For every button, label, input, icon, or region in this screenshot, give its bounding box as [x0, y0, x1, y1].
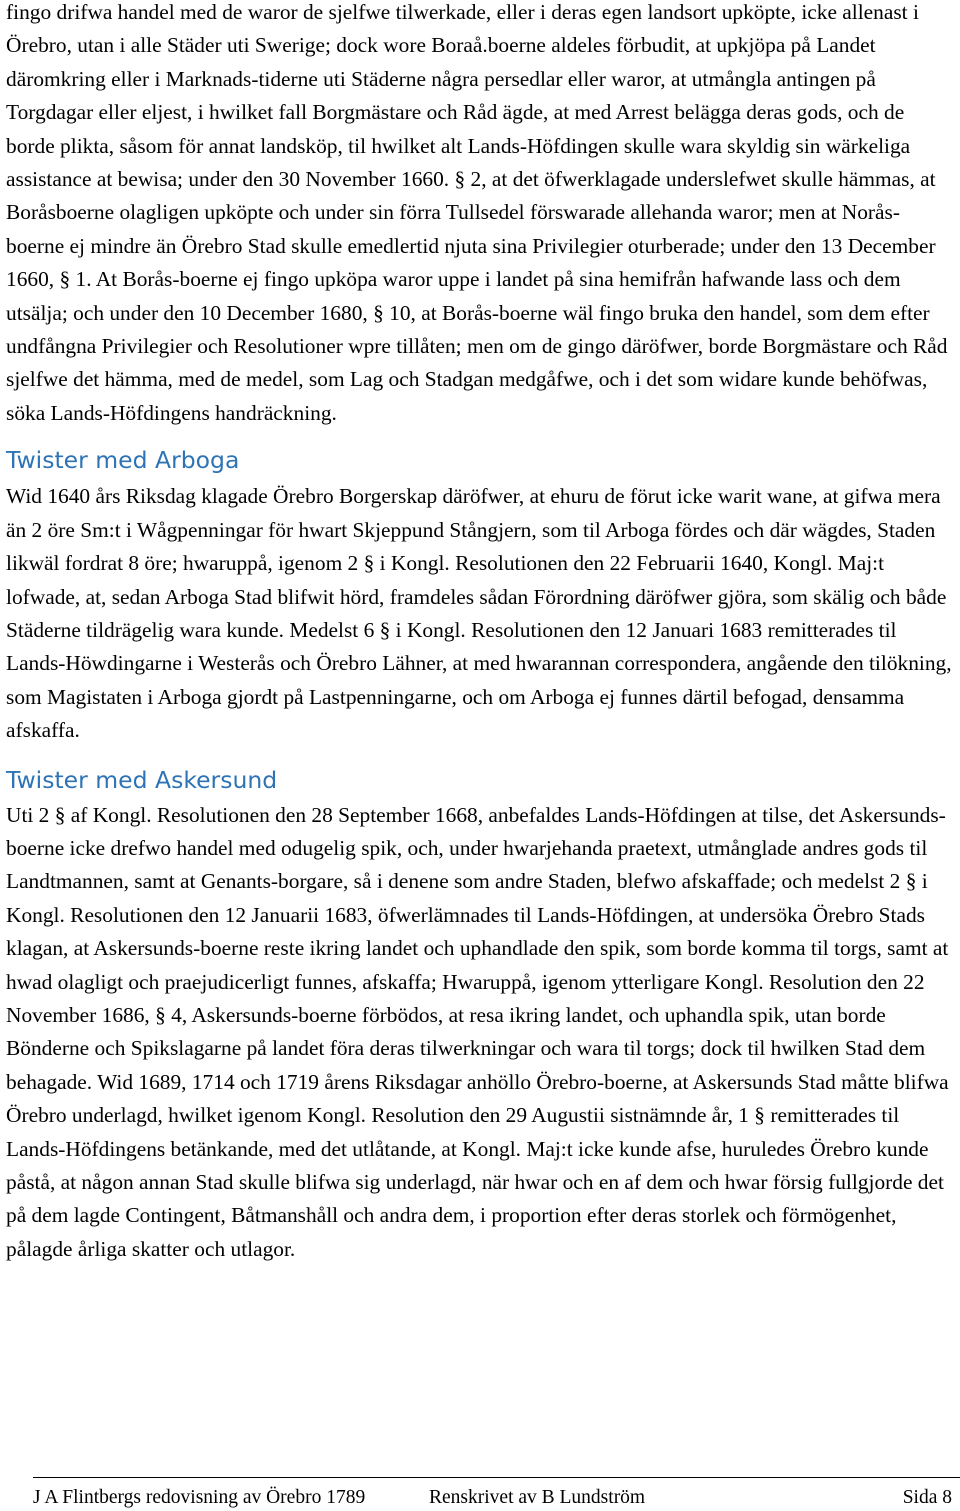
body-paragraph-intro: fingo drifwa handel med de waror de sjelfwe tilwerkade, eller i deras egen landsort upköpte, icke allenast i Örebro, utan i alle Städer uti Swerige; dock wore Boraå.boerne aldeles förbudit, at upkjöpa på Landet däromkring eller i Marknads-tiderne uti Städerne några persedlar eller waror, at utmångla antingen på Torgdagar eller eljest, i hwilket fall Borgmästare och Råd ägde, at med Arrest belägga deras gods, och de borde plikta, såsom för annat landsköp, til hwilket alt Lands-Höfdingen skulle wara skyldig sin wärkeliga assistance at bewisa; under den 30 November 1660. § 2, at det öfwerklagade underslefwet skulle hämmas, at Boråsboerne olagligen upköpte och under sin förra Tullsedel förswarade allehanda waror; men at Norås-boerne ej mindre än Örebro Stad skulle emedlertid njuta sina Privilegier oturberade; under den 13 December 1660, § 1. At Borås-boerne ej fingo upköpa waror uppe i landet på sina hemifrån hafwande lass och dem utsälja; och under den 10 December 1680, § 10, at Borås-boerne wäl fingo bruka den handel, som dem efter undfångna Privilegier och Resolutioner wpre tillåten; men om de gingo däröfwer, borde Borgmästare och Råd sjelfwe det hämma, med de medel, som Lag och Stadgan medgåfwe, och i det som widare kunde behöfwas, söka Lands-Höfdingens handräckning.: [6, 0, 948, 425]
document-page: [6, 0, 956, 1266]
section-heading-arboga: Twister med Arboga: [6, 446, 240, 475]
body-paragraph-askersund: Uti 2 § af Kongl. Resolutionen den 28 September 1668, anbefaldes Lands-Höfdingen at tilse, det Askersunds-boerne icke drefwo handel med odugelig spik, och, under hwarjehanda praetext, utmånglade andres gods til Landtmannen, samt at Genants-borgare, så i denene som andre Staden, blefwo afskaffade; och medelst 2 § i Kongl. Resolutionen den 12 Januarii 1683, öfwerlämnades til Lands-Höfdingen, at undersöka Örebro Stads klagan, at Askersunds-boerne reste ikring landet och uphandlade den spik, som borde komma til torgs, samt at hwad olagligt och praejudicerligt funnes, afskaffa; Hwaruppå, igenom ytterligare Kongl. Resolution den 22 November 1686, § 4, Askersunds-boerne förbödos, at resa ikring landet, och uphandla spik, utan borde Bönderne och Spikslagarne på landet föra deras tilwerkningar och wara til torgs; dock til hwilken Stad dem behagade. Wid 1689, 1714 och 1719 årens Riksdagar anhöllo Örebro-boerne, at Askersunds Stad måtte blifwa Örebro underlagd, hwilket igenom Kongl. Resolution den 29 Augustii sistnämnde år, 1 § remitterades til Lands-Höfdingens betänkande, med det utlåtande, at Kongl. Maj:t icke kunde afse, huruledes Örebro kunde påstå, at någon annan Stad skulle blifwa sig underlagd, när hwar och en af dem och hwar försig fullgjorde det på dem lagde Contingent, Båtmanshåll och andra dem, i proportion efter deras storlek och förmögenhet, pålagde årliga skatter och utlagor.: [6, 802, 949, 1261]
footer-divider: [33, 1477, 960, 1478]
footer-transcriber: Renskrivet av B Lundström: [429, 1487, 646, 1508]
footer-page-number: Sida 8: [902, 1487, 952, 1508]
section-heading-askersund: Twister med Askersund: [6, 765, 278, 794]
body-paragraph-arboga: Wid 1640 års Riksdag klagade Örebro Borgerskap däröfwer, at ehuru de förut icke warit wane, at gifwa mera än 2 öre Sm:t i Wågpenningar för hwart Skjeppund Stångjern, som til Arboga fördes och där wägdes, Staden likwäl fordrat 8 öre; hwaruppå, igenom 2 § i Kongl. Resolutionen den 22 Februarii 1640, Kongl. Maj:t lofwade, at, sedan Arboga Stad blifwit hörd, framdeles sådan Förordning däröfwer gjöra, som skälig och både Städerne tildrägelig wara kunde. Medelst 6 § i Kongl. Resolutionen den 12 Januari 1683 remitterades til Lands-Höwdingarne i Westerås och Örebro Lähner, at med hwarannan correspondera, angående den tilökning, som Magistaten i Arboga gjordt på Lastpenningarne, och om Arboga ej funnes därtil befogad, densamma afskaffa.: [6, 484, 952, 743]
footer-source: J A Flintbergs redovisning av Örebro 1789: [33, 1487, 366, 1508]
